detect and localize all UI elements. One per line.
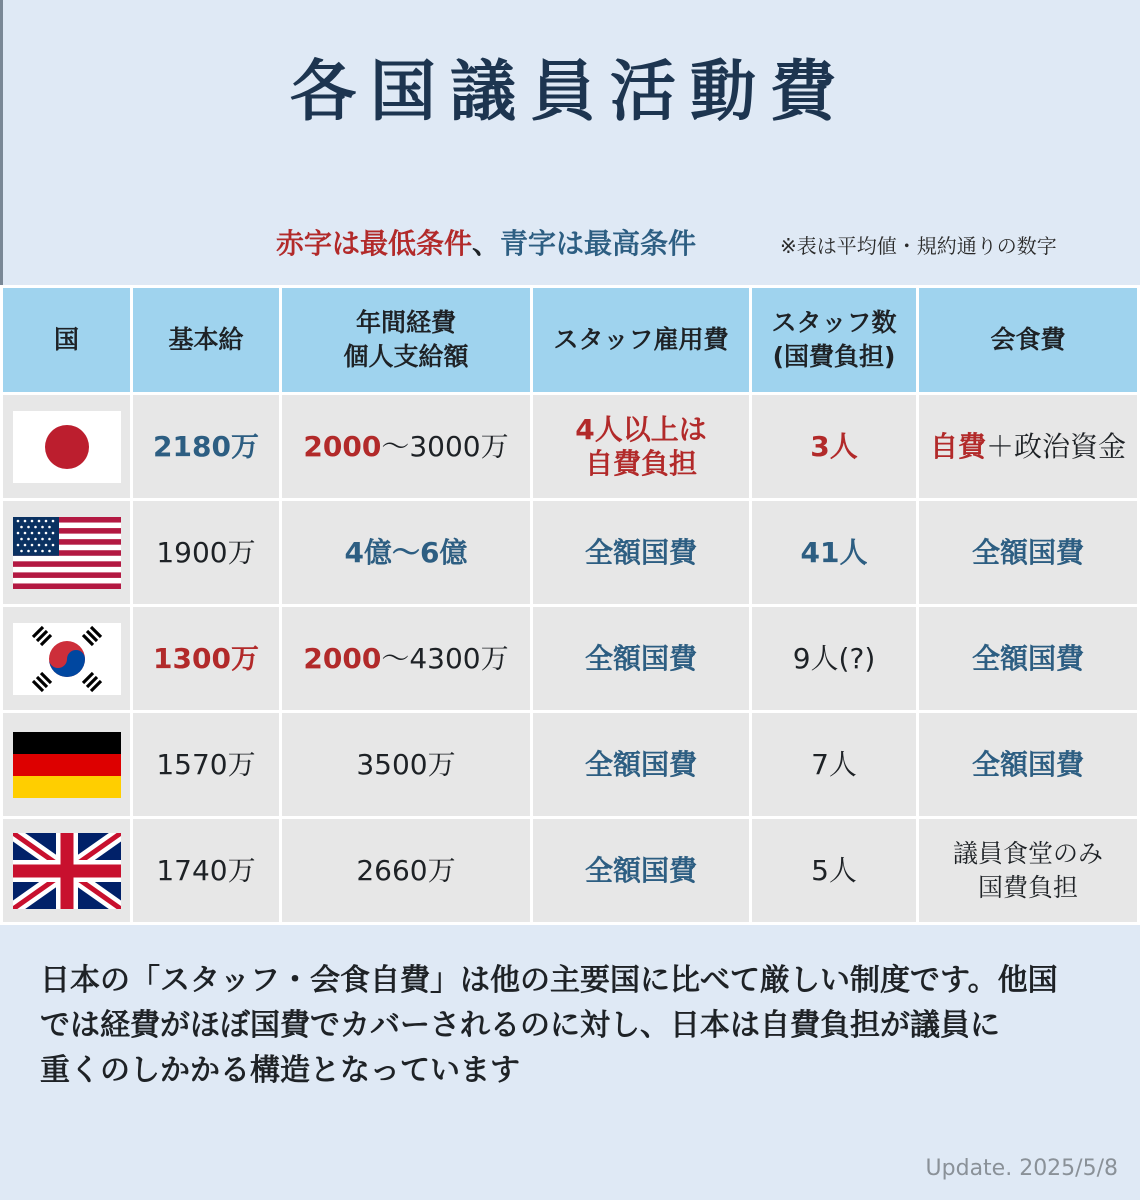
expenses-cell: 3500万	[282, 713, 530, 816]
dining-cell: 全額国費	[919, 501, 1137, 604]
staff-count-cell: 41人	[752, 501, 916, 604]
header-country: 国	[3, 288, 130, 392]
color-legend	[276, 222, 696, 262]
expenses-cell: 2660万	[282, 819, 530, 922]
table-header-row	[3, 288, 1137, 392]
summary-line-2: では経費がほぼ国費でカバーされるのに対し、日本は自費負担が議員に	[40, 1008, 1000, 1043]
salary-cell: 1900万	[133, 501, 279, 604]
country-cell	[3, 607, 130, 710]
summary-line-3: 重くのしかかる構造となっています	[40, 1053, 520, 1088]
table-row	[3, 819, 1137, 922]
expenses-cell: 2000〜3000万	[282, 395, 530, 498]
table-row	[3, 713, 1137, 816]
salary-cell: 1300万	[133, 607, 279, 710]
staff-count-cell: 3人	[752, 395, 916, 498]
country-cell	[3, 713, 130, 816]
staff-cost-cell: 全額国費	[533, 713, 749, 816]
table-row	[3, 607, 1137, 710]
country-cell	[3, 395, 130, 498]
summary-line-1: 日本の「スタッフ・会食自費」は他の主要国に比べて厳しい制度です。他国	[40, 963, 1058, 998]
expenses-cell: 2000〜4300万	[282, 607, 530, 710]
summary-text	[40, 958, 1100, 1093]
header-staff-count: スタッフ数 (国費負担)	[752, 288, 916, 392]
staff-count-cell: 9人(?)	[752, 607, 916, 710]
korea-flag-icon	[13, 623, 121, 695]
expenses-cell: 4億〜6億	[282, 501, 530, 604]
dining-cell: 全額国費	[919, 713, 1137, 816]
table-row	[3, 395, 1137, 498]
table-row	[3, 501, 1137, 604]
country-cell	[3, 501, 130, 604]
dining-cell: 自費＋政治資金	[919, 395, 1137, 498]
japan-flag-icon	[13, 411, 121, 483]
legend-red-text: 赤字は最低条件	[276, 227, 473, 260]
update-date: Update. 2025/5/8	[925, 1156, 1118, 1181]
staff-cost-cell: 全額国費	[533, 607, 749, 710]
dining-cell: 全額国費	[919, 607, 1137, 710]
header-staff-cost: スタッフ雇用費	[533, 288, 749, 392]
table-note: ※表は平均値・規約通りの数字	[780, 234, 1057, 258]
header-annual-expenses: 年間経費 個人支給額	[282, 288, 530, 392]
header-base-salary: 基本給	[133, 288, 279, 392]
staff-cost-cell: 4人以上は 自費負担	[533, 395, 749, 498]
comparison-table	[0, 285, 1140, 925]
staff-cost-cell: 全額国費	[533, 501, 749, 604]
staff-count-cell: 7人	[752, 713, 916, 816]
legend-blue-text: 青字は最高条件	[500, 227, 697, 260]
header-dining-cost: 会食費	[919, 288, 1137, 392]
germany-flag-icon	[13, 732, 121, 798]
dining-cell: 議員食堂のみ 国費負担	[919, 819, 1137, 922]
staff-cost-cell: 全額国費	[533, 819, 749, 922]
salary-cell: 2180万	[133, 395, 279, 498]
uk-flag-icon	[13, 833, 121, 909]
page-title: 各国議員活動費	[290, 53, 850, 130]
legend-separator: 、	[472, 227, 501, 260]
staff-count-cell: 5人	[752, 819, 916, 922]
usa-flag-icon	[13, 517, 121, 589]
salary-cell: 1570万	[133, 713, 279, 816]
country-cell	[3, 819, 130, 922]
salary-cell: 1740万	[133, 819, 279, 922]
